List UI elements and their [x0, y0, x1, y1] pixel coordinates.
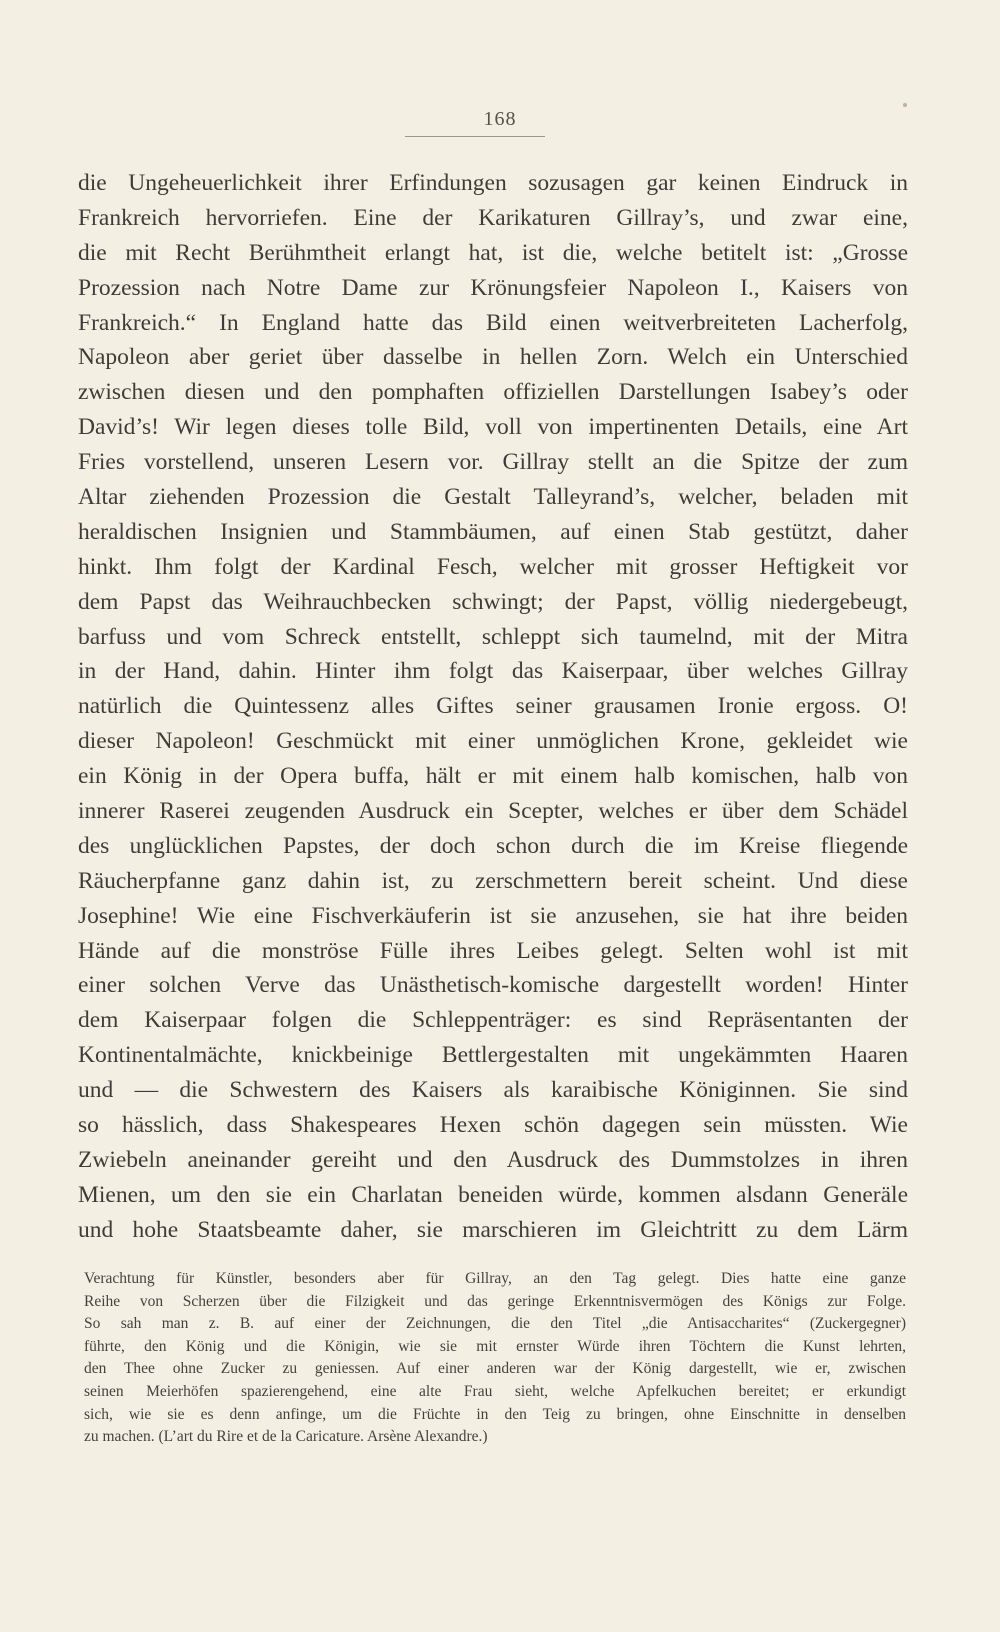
main-text-line: Frankreich hervorriefen. Eine der Karikaturen Gillray’s, und zwar eine,: [78, 204, 908, 231]
main-text-line: dieser Napoleon! Geschmückt mit einer unmöglichen Krone, gekleidet wie: [78, 728, 908, 755]
main-text-line: Altar ziehenden Prozession die Gestalt Talleyrand’s, welcher, beladen mit: [78, 484, 908, 511]
main-text-line: des unglücklichen Papstes, der doch schon durch die im Kreise fliegende: [78, 832, 908, 859]
main-text-line: Zwiebeln aneinander gereiht und den Ausdruck des Dummstolzes in ihren: [78, 1146, 908, 1173]
main-text-line: Napoleon aber geriet über dasselbe in hellen Zorn. Welch ein Unterschied: [78, 344, 908, 371]
main-text-block: [78, 166, 908, 1248]
main-text-line: Hände auf die monströse Fülle ihres Leibes gelegt. Selten wohl ist mit: [78, 937, 908, 964]
main-text-line: die mit Recht Berühmtheit erlangt hat, ist die, welche betitelt ist: „Grosse: [78, 239, 908, 266]
main-text-line: David’s! Wir legen dieses tolle Bild, voll von impertinenten Details, eine Art: [78, 414, 908, 441]
footnote-line: den Thee ohne Zucker zu geniessen. Auf einer anderen war der König dargestellt, wie er, zwischen: [84, 1360, 906, 1378]
main-text-line: und hohe Staatsbeamte daher, sie marschieren im Gleichtritt zu dem Lärm: [78, 1216, 908, 1243]
page-number: 168: [483, 108, 517, 130]
main-text-line: natürlich die Quintessenz alles Giftes seiner grausamen Ironie ergoss. O!: [78, 693, 908, 720]
main-text-line: Kontinentalmächte, knickbeinige Bettlergestalten mit ungekämmten Haaren: [78, 1042, 908, 1069]
main-text-line: barfuss und vom Schreck entstellt, schleppt sich taumelnd, mit der Mitra: [78, 623, 908, 650]
main-text-line: so hässlich, dass Shakespeares Hexen schön dagegen sein müssten. Wie: [78, 1112, 908, 1139]
footnote-line: Verachtung für Künstler, besonders aber für Gillray, an den Tag gelegt. Dies hatte eine ganze: [84, 1270, 906, 1287]
footnote-line: seinen Meierhöfen spazierengehend, eine alte Frau sieht, welche Apfelkuchen bereitet; er erkundigt: [84, 1382, 906, 1400]
main-text-line: Frankreich.“ In England hatte das Bild einen weitverbreiteten Lacherfolg,: [78, 309, 908, 336]
footnote-block: [84, 1268, 906, 1449]
main-text-line: Fries vorstellend, unseren Lesern vor. Gillray stellt an die Spitze der zum: [78, 449, 908, 476]
main-text-line: ein König in der Opera buffa, hält er mit einem halb komischen, halb von: [78, 763, 908, 790]
footnote-line: führte, den König und die Königin, wie sie mit ernster Würde ihren Töchtern die Kunst lehrten,: [84, 1337, 906, 1355]
main-text-line: Prozession nach Notre Dame zur Krönungsfeier Napoleon I., Kaisers von: [78, 274, 908, 301]
footnote-line: Reihe von Scherzen über die Filzigkeit und das geringe Erkenntnisvermögen des Königs zur Folge.: [84, 1292, 906, 1310]
main-text-line: dem Kaiserpaar folgen die Schleppenträger: es sind Repräsentanten der: [78, 1007, 908, 1034]
footnote-line: sich, wie sie es denn anfinge, um die Früchte in den Teig zu bringen, ohne Einschnitte in denselben: [84, 1405, 906, 1423]
paper-speck: [903, 103, 907, 107]
header-rule: [405, 136, 545, 137]
main-text-line: die Ungeheuerlichkeit ihrer Erfindungen sozusagen gar keinen Eindruck in: [78, 170, 908, 196]
main-text-line: Räucherpfanne ganz dahin ist, zu zerschmettern bereit scheint. Und diese: [78, 867, 908, 894]
main-text-line: Mienen, um den sie ein Charlatan beneiden würde, kommen alsdann Generäle: [78, 1181, 908, 1208]
main-text-line: in der Hand, dahin. Hinter ihm folgt das Kaiserpaar, über welches Gillray: [78, 658, 908, 685]
main-text-line: heraldischen Insignien und Stammbäumen, auf einen Stab gestützt, daher: [78, 518, 908, 545]
main-text-line: hinkt. Ihm folgt der Kardinal Fesch, welcher mit grosser Heftigkeit vor: [78, 553, 908, 580]
main-text-line: einer solchen Verve das Unästhetisch-komische dargestellt worden! Hinter: [78, 972, 908, 999]
footnote-line: zu machen. (L’art du Rire et de la Caricature. Arsène Alexandre.): [84, 1428, 488, 1446]
footnote-line: So sah man z. B. auf einer der Zeichnungen, die den Titel „die Antisaccharites“ (Zuckergegner): [84, 1315, 906, 1333]
main-text-line: dem Papst das Weihrauchbecken schwingt; der Papst, völlig niedergebeugt,: [78, 588, 908, 615]
main-text-line: Josephine! Wie eine Fischverkäuferin ist sie anzusehen, sie hat ihre beiden: [78, 902, 908, 929]
main-text-line: und — die Schwestern des Kaisers als karaibische Königinnen. Sie sind: [78, 1077, 908, 1104]
main-text-line: zwischen diesen und den pomphaften offiziellen Darstellungen Isabey’s oder: [78, 379, 908, 406]
main-text-line: innerer Raserei zeugenden Ausdruck ein Scepter, welches er über dem Schädel: [78, 798, 908, 825]
